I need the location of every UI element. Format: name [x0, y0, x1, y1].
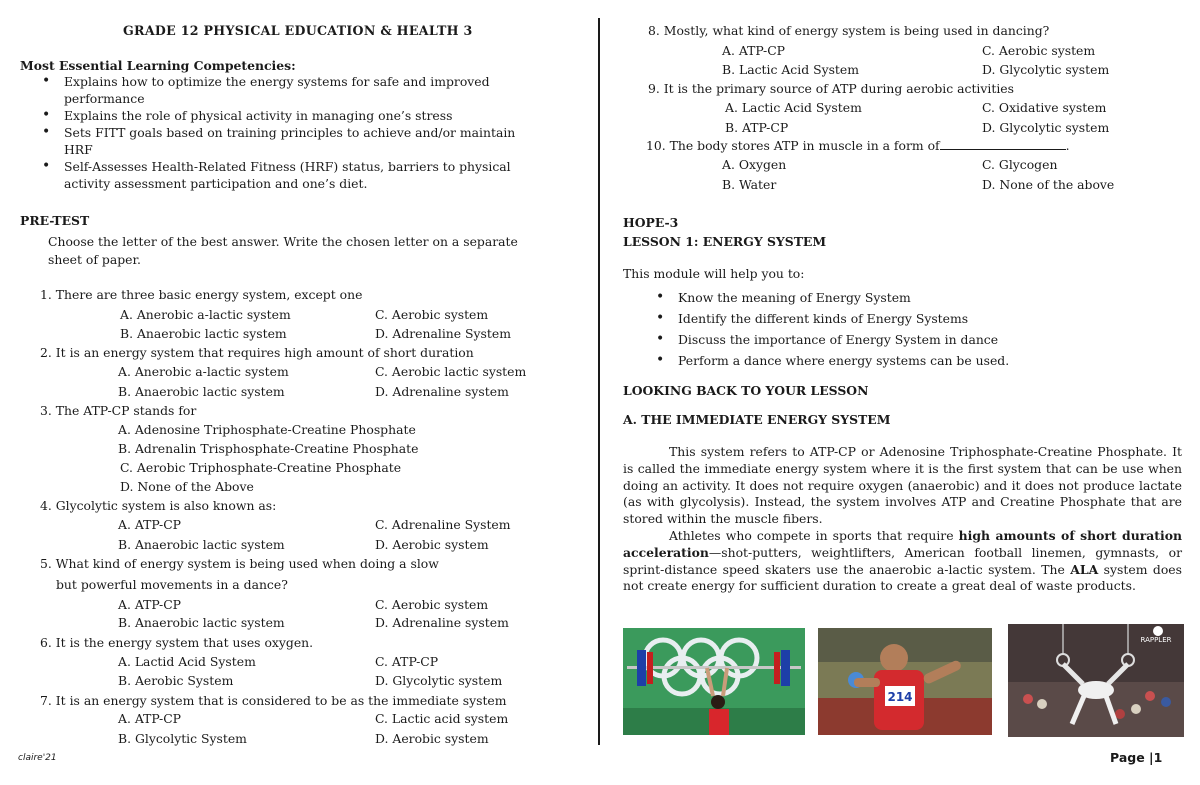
choice: A. Adenosine Triphosphate-Creatine Phosphate	[118, 422, 416, 437]
shirt-number: 214	[887, 690, 913, 704]
choice: B. Anaerobic lactic system	[118, 615, 285, 630]
gymnast-image	[1008, 624, 1184, 737]
choice: D. Glycolytic system	[982, 62, 1110, 77]
choice: C. Aerobic lactic system	[375, 364, 527, 379]
choice: C. Aerobic Triphosphate-Creatine Phosphate	[120, 460, 402, 475]
choice: B. ATP-CP	[725, 120, 789, 135]
question-3: 3. The ATP-CP stands for	[40, 403, 197, 418]
question-10	[646, 137, 1070, 154]
choice: D. Aerobic system	[375, 537, 489, 552]
page-number: Page |1	[1110, 750, 1163, 765]
choice: C. Oxidative system	[982, 100, 1107, 115]
footer-author: claire'21	[18, 753, 57, 763]
choice: B. Anaerobic lactic system	[118, 384, 285, 399]
choice: D. None of the Above	[120, 479, 254, 494]
pretest-instructions-line2: sheet of paper.	[48, 252, 141, 267]
question-5: 5. What kind of energy system is being used when doing a slow	[40, 556, 439, 571]
question-9: 9. It is the primary source of ATP during aerobic activities	[648, 81, 1014, 96]
question-10-text: 10. The body stores ATP in muscle in a form of	[646, 138, 940, 153]
question-10-end: .	[1065, 138, 1070, 153]
choice: A. Anerobic a-lactic system	[118, 364, 289, 379]
question-5-cont: but powerful movements in a dance?	[56, 577, 288, 592]
choice: B. Aerobic System	[118, 673, 234, 688]
gymnast-photo	[1008, 624, 1184, 737]
choice: D. Glycolytic system	[982, 120, 1110, 135]
choice: B. Adrenalin Trisphosphate-Creatine Phosphate	[118, 441, 419, 456]
choice: A. Anerobic a-lactic system	[120, 307, 291, 322]
answer-blank	[940, 138, 1066, 150]
choice: A. Lactic Acid System	[725, 100, 862, 115]
section-a-heading: A. THE IMMEDIATE ENERGY SYSTEM	[623, 412, 891, 427]
looking-back-heading: LOOKING BACK TO YOUR LESSON	[623, 383, 869, 398]
shot-putter-image	[818, 628, 992, 735]
choice: A. Oxygen	[722, 157, 787, 172]
choice: D. Adrenaline system	[375, 384, 509, 399]
lesson-intro: This module will help you to:	[623, 266, 805, 281]
question-2: 2. It is an energy system that requires high amount of short duration	[40, 345, 474, 360]
lesson-title: LESSON 1: ENERGY SYSTEM	[623, 234, 827, 249]
competency-item: • Sets FITT goals based on training principles to achieve and/or maintain HRF	[40, 124, 580, 158]
choice: B. Anaerobic lactic system	[120, 326, 287, 341]
choice: B. Water	[722, 177, 777, 192]
choice: A. ATP-CP	[118, 597, 182, 612]
right-column	[600, 0, 1200, 785]
question-1: 1. There are three basic energy system, except one	[40, 287, 363, 302]
pretest-instructions-line1: Choose the letter of the best answer. Write the chosen letter on a separate	[48, 234, 518, 249]
left-column	[0, 0, 598, 785]
choice: C. Aerobic system	[375, 307, 489, 322]
shot-putter-photo	[818, 628, 992, 735]
question-4: 4. Glycolytic system is also known as:	[40, 498, 277, 513]
choice: D. Adrenaline System	[375, 326, 511, 341]
competencies-heading: Most Essential Learning Competencies:	[20, 58, 296, 73]
goal-item: • Perform a dance where energy systems can be used.	[654, 350, 1174, 371]
choice: C. Aerobic system	[982, 43, 1096, 58]
lesson-code: HOPE-3	[623, 215, 679, 230]
question-6: 6. It is the energy system that uses oxygen.	[40, 635, 314, 650]
paragraph-1: This system refers to ATP-CP or Adenosine Triphosphate-Creatine Phosphate. It is called the immediate energy system where it is the first system that can be use when doing an activity. It does not require oxygen (anaerobic) and it does not produce lactate (as with glycolysis). Instead, the system involves ATP and Creatine Phosphate that are stored within the muscle fibers.	[623, 444, 1182, 527]
goal-item: • Identify the different kinds of Energy Systems	[654, 308, 1174, 329]
question-8: 8. Mostly, what kind of energy system is being used in dancing?	[648, 23, 1050, 38]
choice: A. Lactid Acid System	[118, 654, 256, 669]
choice: C. Glycogen	[982, 157, 1058, 172]
weightlifter-photo	[623, 628, 805, 735]
goal-item: • Know the meaning of Energy System	[654, 287, 1174, 308]
choice: C. ATP-CP	[375, 654, 439, 669]
choice: D. Adrenaline system	[375, 615, 509, 630]
goal-item: • Discuss the importance of Energy System in dance	[654, 329, 1174, 350]
question-7: 7. It is an energy system that is considered to be as the immediate system	[40, 693, 507, 708]
choice: B. Lactic Acid System	[722, 62, 859, 77]
competency-item: • Explains the role of physical activity in managing one’s stress	[40, 107, 580, 124]
competency-item: • Explains how to optimize the energy systems for safe and improved performance	[40, 73, 580, 107]
competencies-list	[40, 73, 580, 192]
pretest-heading: PRE-TEST	[20, 213, 90, 228]
choice: D. Glycolytic system	[375, 673, 503, 688]
paragraph-2: Athletes who compete in sports that require high amounts of short duration acceleration—shot-putters, weightlifters, American football linemen, gymnasts, or sprint-distance speed skaters use the anaerobic a-lactic system. The ALA system does not create energy for sufficient duration to create a great deal of waste products.	[623, 528, 1182, 594]
choice: D. Aerobic system	[375, 731, 489, 746]
choice: C. Aerobic system	[375, 597, 489, 612]
choice: B. Glycolytic System	[118, 731, 247, 746]
choice: D. None of the above	[982, 177, 1115, 192]
weightlifter-image	[623, 628, 805, 735]
lesson-goals	[654, 287, 1174, 371]
choice: C. Adrenaline System	[375, 517, 511, 532]
competency-item: • Self-Assesses Health-Related Fitness (HRF) status, barriers to physical activity assessment participation and one’s diet.	[40, 158, 580, 192]
watermark-text: RAPPLER	[1140, 636, 1172, 644]
page-title: GRADE 12 PHYSICAL EDUCATION & HEALTH 3	[123, 23, 473, 38]
choice: A. ATP-CP	[118, 517, 182, 532]
choice: A. ATP-CP	[118, 711, 182, 726]
choice: A. ATP-CP	[722, 43, 786, 58]
choice: C. Lactic acid system	[375, 711, 509, 726]
choice: B. Anaerobic lactic system	[118, 537, 285, 552]
